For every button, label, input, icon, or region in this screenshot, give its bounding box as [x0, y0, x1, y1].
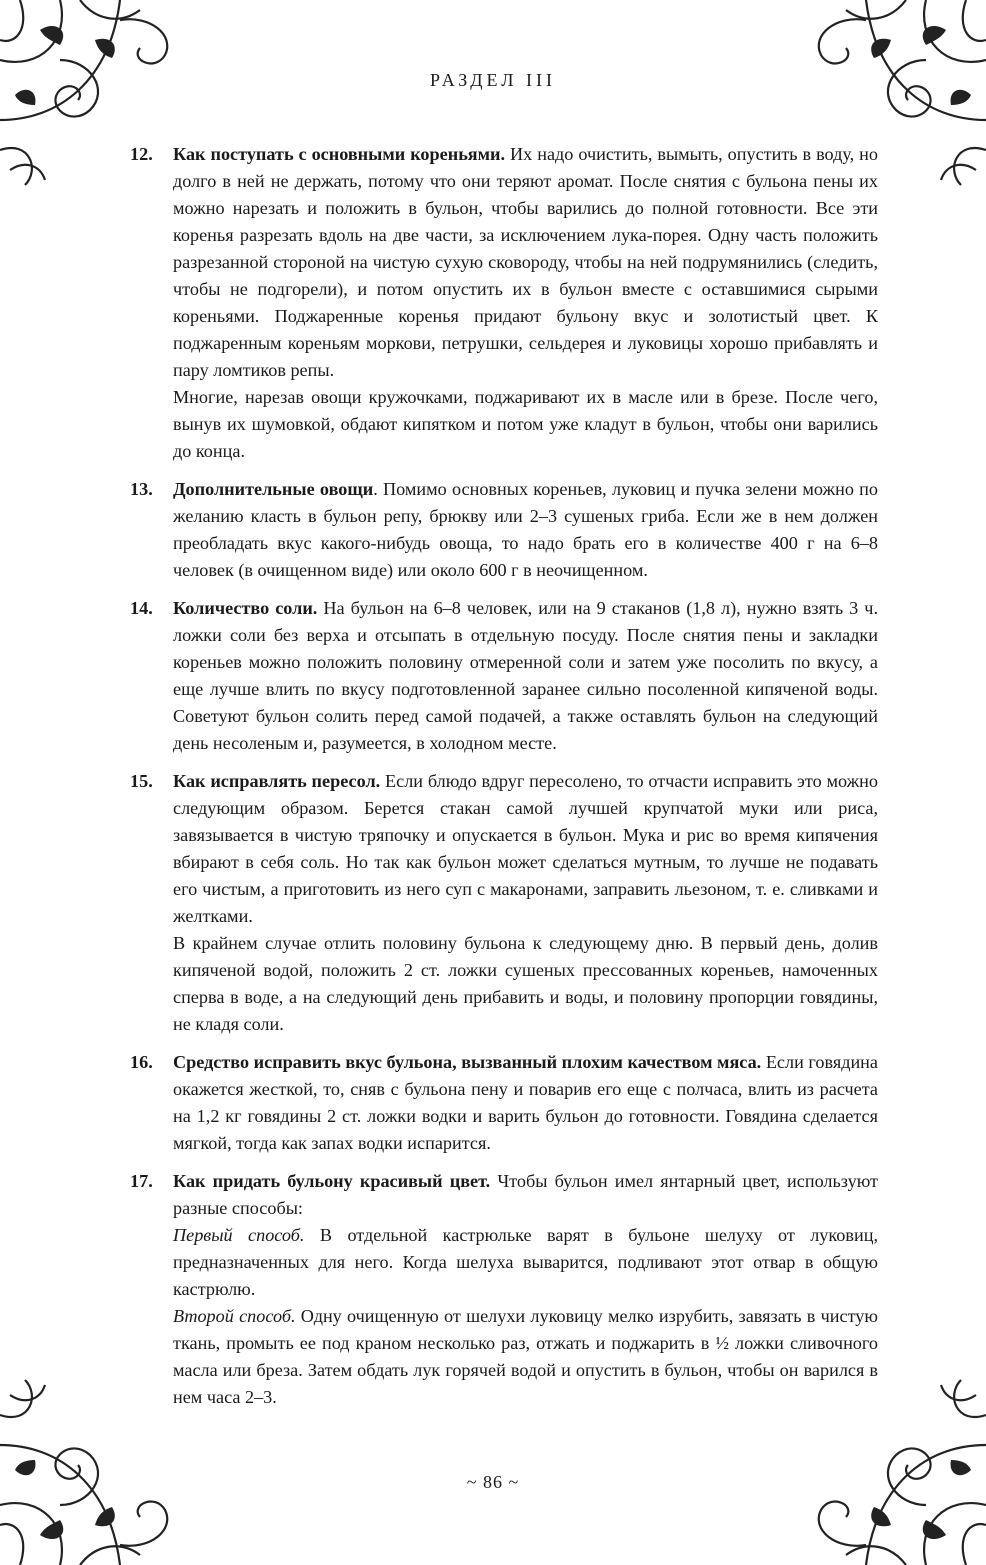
running-header: РАЗДЕЛ III [430, 70, 556, 90]
method-label: Первый способ. [173, 1225, 305, 1245]
list-item [130, 141, 878, 465]
item-paragraph [173, 595, 878, 757]
item-text: На бульон на 6–8 человек, или на 9 стаканов (1,8 л), нужно взять 3 ч. ложки соли без верха и отсыпать в отдельную посуду. После снятия пены и закладки кореньев можно положить половину отмеренной соли и затем уже посолить по вкусу, а еще лучше влить по вкусу подготовленной заранее сильно посоленной кипяченой воды. Советуют бульон солить перед самой подачей, а также оставлять бульон на следующий день несоленым и, разумеется, в холодном месте. [173, 598, 878, 753]
item-paragraph [173, 1303, 878, 1411]
list-item [130, 768, 878, 1038]
list-item [130, 1168, 878, 1411]
page-number: ~ 86 ~ [466, 1472, 520, 1492]
item-number: 14. [130, 598, 153, 618]
item-text: Если говядина окажется жесткой, то, сняв с бульона пену и поварив его еще с полчаса, влить из расчета на 1,2 кг говядины 2 ст. ложки водки и варить бульон до готовности. Говядина сделается мягкой, тогда как запах водки испарится. [173, 1052, 878, 1153]
item-paragraph [173, 476, 878, 584]
item-title: Как придать бульону красивый цвет. [173, 1171, 491, 1191]
list-item [130, 595, 878, 757]
method-label: Второй способ. [173, 1306, 296, 1326]
method-text: В отдельной кастрюльке варят в бульоне шелуху от луковиц, предназначенных для него. Когда шелуха выварится, подливают этот отвар в общую кастрюлю. [173, 1225, 878, 1299]
item-number: 15. [130, 771, 153, 791]
item-paragraph [173, 141, 878, 384]
item-text: . Помимо основных кореньев, луковиц и пучка зелени можно по желанию класть в бульон репу, брюкву или 2–3 сушеных гриба. Если же в нем должен преобладать вкус какого-нибудь овоща, то надо брать его в количестве 400 г на 6–8 человек (в очищенном виде) или около 600 г в неочищенном. [173, 479, 878, 580]
item-number: 13. [130, 479, 153, 499]
item-text: Если блюдо вдруг пересолено, то отчасти исправить это можно следующим образом. Берется стакан самой лучшей крупчатой муки или риса, завязывается в чистую тряпочку и опускается в бульон. Мука и рис во время кипячения вбирают в себя соль. Но так как бульон может сделаться мутным, то лучше не подавать его чистым, а приготовить из него суп с макаронами, заправить льезоном, т. е. сливками и желтками. [173, 771, 879, 926]
item-paragraph [173, 1168, 878, 1222]
item-title: Количество соли. [173, 598, 318, 618]
item-title: Как исправлять пересол. [173, 771, 381, 791]
item-paragraph [173, 1049, 878, 1157]
list-item [130, 476, 878, 584]
item-title: Дополнительные овощи [173, 479, 374, 499]
item-number: 12. [130, 144, 153, 164]
list-item [130, 1049, 878, 1157]
item-paragraph [173, 768, 878, 930]
item-number: 16. [130, 1052, 153, 1072]
method-text: Одну очищенную от шелухи луковицу мелко изрубить, завязать в чистую ткань, промыть ее под краном несколько раз, отжать и поджарить в ½ ложки сливочного масла или бреза. Затем обдать лук горячей водой и опустить в бульон, чтобы он варился в нем часа 2–3. [173, 1306, 878, 1407]
item-title: Средство исправить вкус бульона, вызванный плохим качеством мяса. [173, 1052, 762, 1072]
page-content [130, 141, 878, 1422]
item-title: Как поступать с основными кореньями. [173, 144, 506, 164]
item-paragraph [173, 1222, 878, 1303]
item-number: 17. [130, 1171, 153, 1191]
item-text: Чтобы бульон имел янтарный цвет, используют разные способы: [173, 1171, 878, 1218]
item-paragraph: В крайнем случае отлить половину бульона к следующему дню. В первый день, долив кипяченой водой, положить 2 ст. ложки сушеных прессованных кореньев, намоченных сперва в воде, а на следующий день прибавить и воды, и половину пропорции говядины, не кладя соли. [173, 933, 878, 1034]
item-paragraph: Многие, нарезав овощи кружочками, поджаривают их в масле или в брезе. После чего, вынув их шумовкой, обдают кипятком и потом уже кладут в бульон, чтобы они варились до конца. [173, 387, 878, 461]
item-text: Их надо очистить, вымыть, опустить в воду, но долго в ней не держать, потому что они теряют аромат. После снятия с бульона пены их можно нарезать и положить в бульон, чтобы варились до полной готовности. Все эти коренья разрезать вдоль на две части, за исключением лука-порея. Одну часть положить разрезанной стороной на чистую сухую сковороду, чтобы на ней подрумянились (следить, чтобы не подгорели), и потом опустить их в бульон вместе с оставшимися сырыми кореньями. Поджаренные коренья придают бульону вкус и золотистый цвет. К поджаренным кореньям моркови, петрушки, сельдерея и луковицы хорошо прибавлять и пару ломтиков репы. [173, 144, 878, 380]
